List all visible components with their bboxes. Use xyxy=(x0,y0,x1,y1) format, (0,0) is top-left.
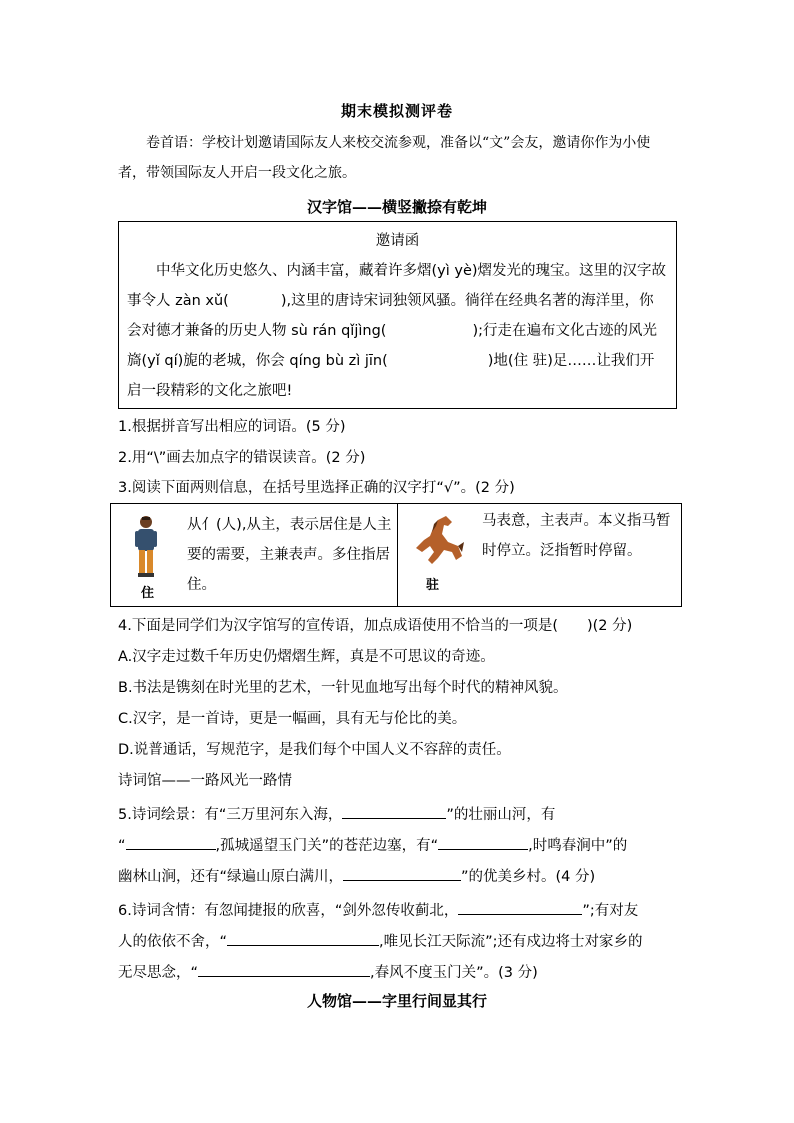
question-3: 3.阅读下面两则信息，在括号里选择正确的汉字打“√”。(2 分) xyxy=(118,480,515,496)
info-cell-zhu-station xyxy=(398,504,681,606)
info-table xyxy=(110,503,682,607)
section-hanzi-heading: 汉字馆——横竖撇捺有乾坤 xyxy=(306,198,487,216)
question-4: 4.下面是同学们为汉字馆写的宣传语，加点成语使用不恰当的一项是( )(2 分) xyxy=(118,618,633,634)
section-poetry-heading: 诗词馆——一路风光一路情 xyxy=(118,773,292,789)
q6-blank-3[interactable] xyxy=(198,960,370,977)
option-b[interactable]: B.书法是镌刻在时光里的艺术，一针见血地写出每个时代的精神风貌。 xyxy=(118,680,568,696)
invitation-seg1: 中华文化历史悠久、内涵丰富，藏着许多熠(yì yè)熠发光的瑰宝。这里的汉字故事令人 zàn xǔ( xyxy=(127,263,667,309)
q6-blank-2[interactable] xyxy=(227,929,379,946)
preface xyxy=(118,128,678,188)
rearing-horse-icon xyxy=(408,512,466,570)
q5-text-f: 幽林山涧，还有“绿遍山原白满川， xyxy=(118,869,344,885)
question-6-line3 xyxy=(118,960,538,983)
question-6-line2 xyxy=(118,929,643,952)
info-text-zhu-station: 马表意，主表声。本义指马暂时停立。泛指暂时停留。 xyxy=(482,513,671,559)
exam-title: 期末模拟测评卷 xyxy=(340,102,453,120)
q6-text-e: 无尽思念，“ xyxy=(118,965,199,981)
invitation-heading: 邀请函 xyxy=(375,233,420,249)
info-cell-zhu-live xyxy=(111,504,398,606)
caption-zhu-live: 住 xyxy=(141,586,155,601)
invitation-body xyxy=(127,256,668,406)
q5-text-b: ”的壮丽山河，有 xyxy=(446,807,556,823)
q5-blank-1[interactable] xyxy=(342,802,446,819)
q6-blank-1[interactable] xyxy=(458,898,582,915)
q6-text-a: 6.诗词含情：有忽闻捷报的欣喜，“剑外忽传收蓟北， xyxy=(118,903,459,919)
q5-text-c: “ xyxy=(118,838,126,854)
q6-text-f: ,春风不度玉门关”。(3 分) xyxy=(370,965,538,981)
preface-text: 卷首语：学校计划邀请国际友人来校交流参观，准备以“文”会友，邀请你作为小使者，带领国际友人开启一段文化之旅。 xyxy=(118,135,651,181)
question-5-line1 xyxy=(118,802,555,825)
q5-blank-3[interactable] xyxy=(438,833,528,850)
question-2: 2.用“\”画去加点字的错误读音。(2 分) xyxy=(118,450,366,466)
question-5-line3 xyxy=(118,864,595,887)
q6-text-c: 人的依依不舍，“ xyxy=(118,934,228,950)
q6-text-b: ”;有对友 xyxy=(582,903,639,919)
caption-zhu-station: 驻 xyxy=(426,578,440,593)
q5-blank-4[interactable] xyxy=(343,864,461,881)
option-c[interactable]: C.汉字，是一首诗，更是一幅画，具有无与伦比的美。 xyxy=(118,711,467,727)
option-a[interactable]: A.汉字走过数千年历史仍熠熠生辉，真是不可思议的奇迹。 xyxy=(118,649,495,665)
section-people-heading: 人物馆——字里行间显其行 xyxy=(306,992,487,1010)
q5-text-d: ,孤城遥望玉门关”的苍茫边塞，有“ xyxy=(215,838,439,854)
question-6-line1 xyxy=(118,898,638,921)
question-5-line2 xyxy=(118,833,627,856)
q5-text-a: 5.诗词绘景：有“三万里河东入海， xyxy=(118,807,343,823)
q5-text-g: ”的优美乡村。(4 分) xyxy=(461,869,596,885)
q5-text-e: ,时鸣春涧中”的 xyxy=(528,838,628,854)
question-1: 1.根据拼音写出相应的词语。(5 分) xyxy=(118,419,346,435)
q6-text-d: ,唯见长江天际流”;还有戍边将士对家乡的 xyxy=(379,934,643,950)
invitation-box xyxy=(118,221,677,409)
invitation-seg2: ),这里的唐诗宋词独领风骚。徜徉在经典名著的海洋里，你会对德才兼备的历史人物 sù rán qǐjìng( xyxy=(127,293,654,339)
invitation-seg4: )地(住 驻)足……让我们开启一段精彩的文化之旅吧! xyxy=(127,353,655,399)
person-standing-icon xyxy=(129,514,163,580)
invitation-seg3: );行走在遍布文化古迹的风光旖(yǐ qí)旎的老城，你会 qíng bù zì jīn( xyxy=(127,323,657,369)
info-text-zhu-live: 从亻(人),从主，表示居住是人主要的需要，主兼表声。多住指居住。 xyxy=(187,517,392,593)
q5-blank-2[interactable] xyxy=(126,833,216,850)
option-d[interactable]: D.说普通话，写规范字，是我们每个中国人义不容辞的责任。 xyxy=(118,742,511,758)
